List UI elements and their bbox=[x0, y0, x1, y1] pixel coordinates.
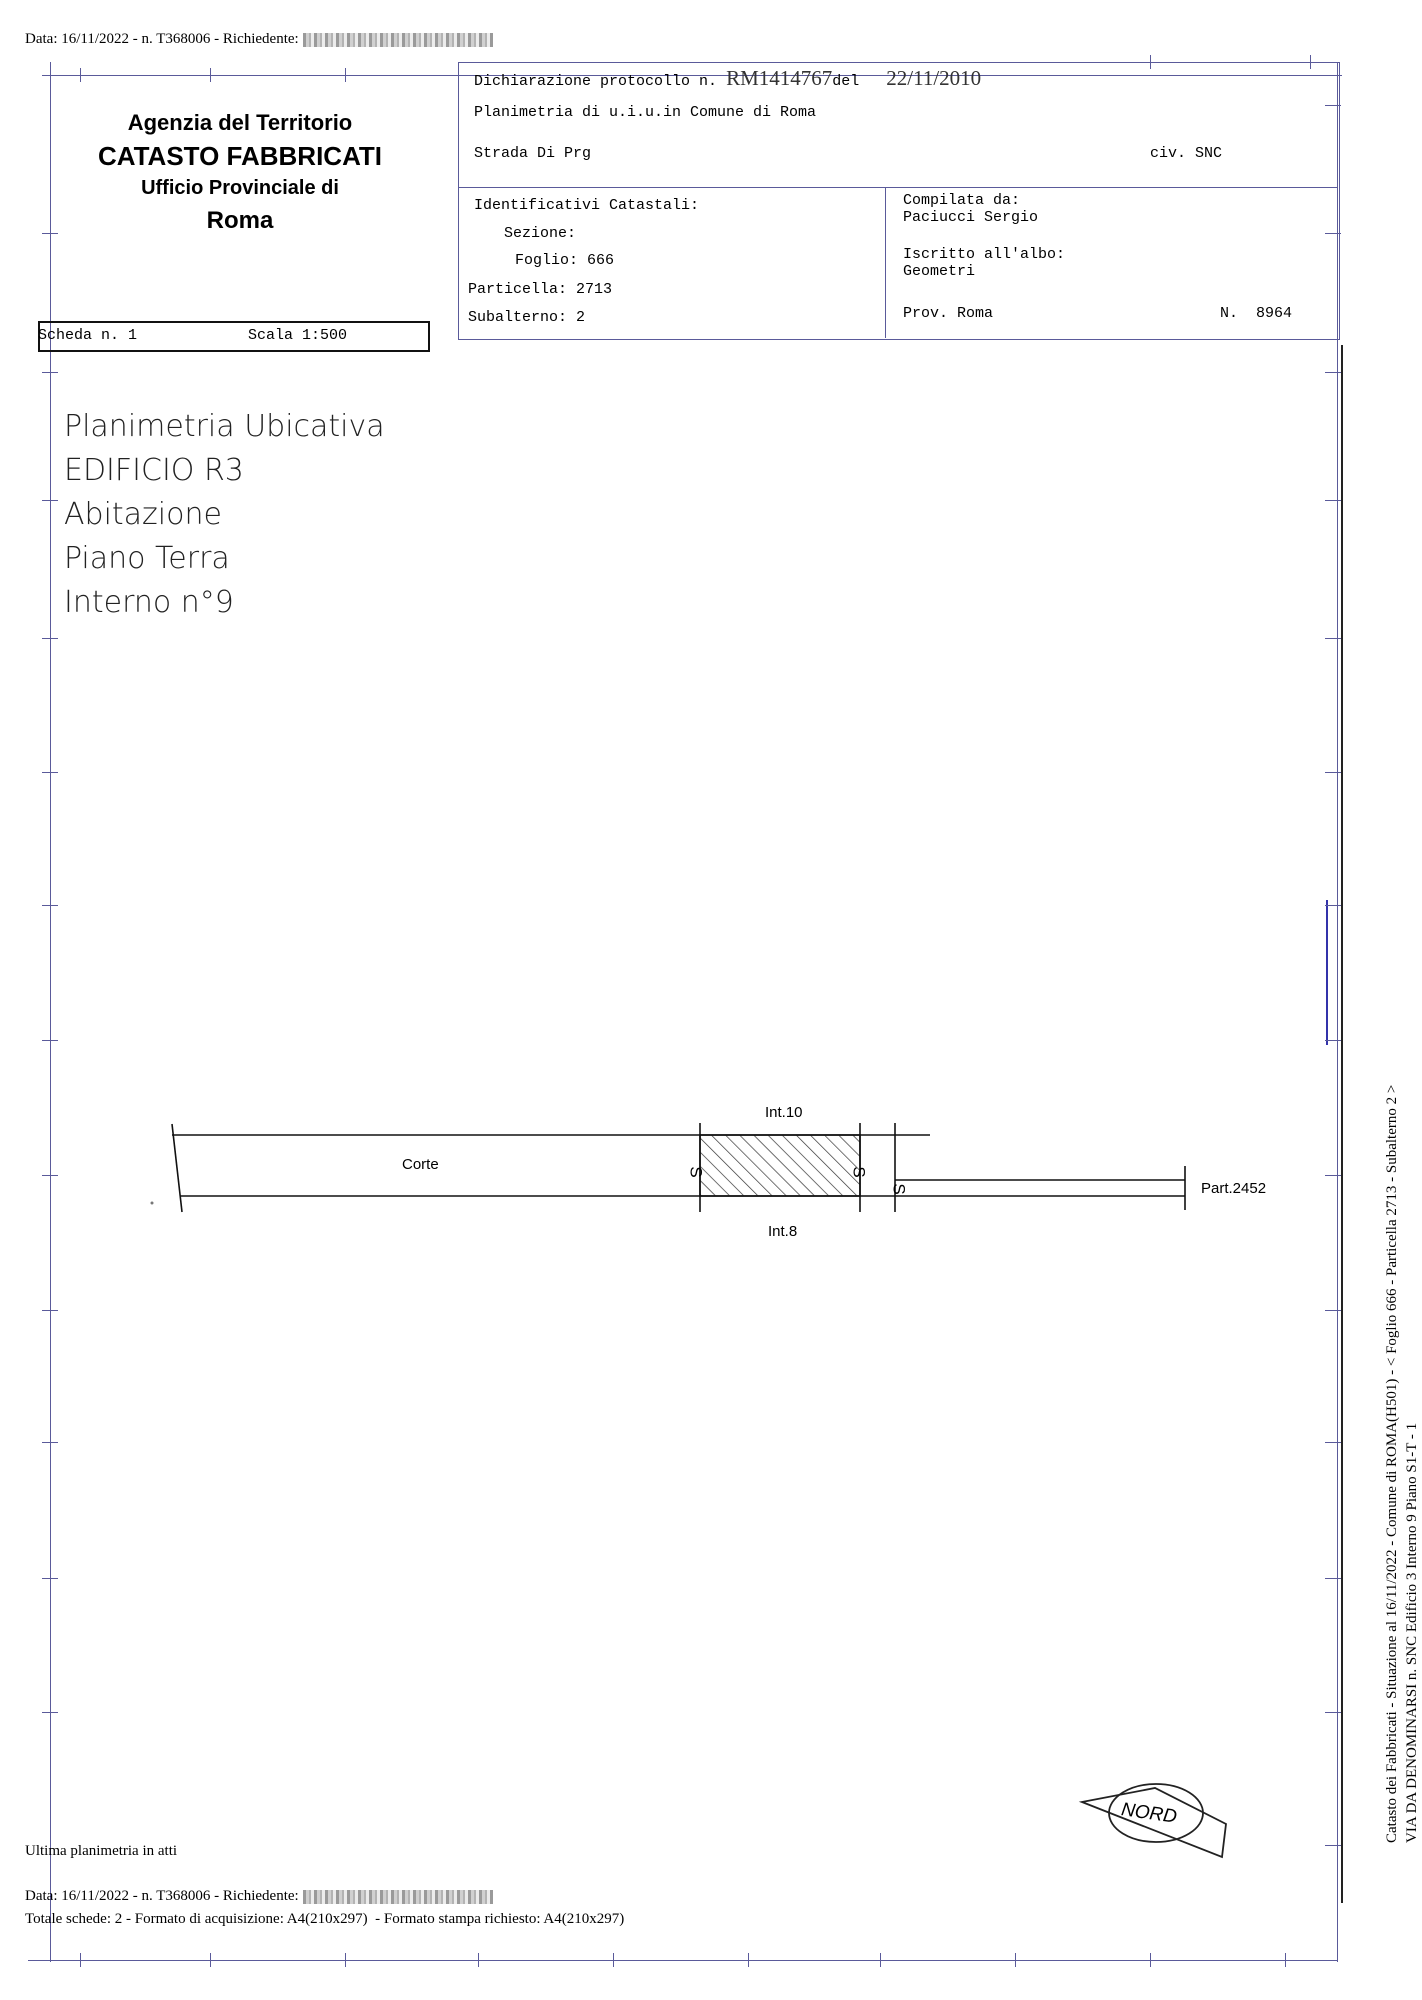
frame-tick bbox=[1150, 55, 1151, 69]
office-ufficio: Ufficio Provinciale di bbox=[141, 177, 339, 199]
identifiers-particella: Particella: 2713 bbox=[468, 281, 613, 298]
frame-tick bbox=[1325, 1578, 1341, 1579]
frame-tick bbox=[80, 1953, 81, 1967]
scheda-scale: Scala 1:500 bbox=[248, 327, 348, 344]
frame-tick bbox=[1325, 772, 1341, 773]
office-catasto: CATASTO FABBRICATI bbox=[97, 141, 383, 171]
plan-dot bbox=[151, 1202, 154, 1205]
label-int10: Int.10 bbox=[765, 1104, 803, 1121]
frame-tick bbox=[748, 1953, 749, 1967]
frame-tick bbox=[613, 1953, 614, 1967]
frame-tick bbox=[1325, 638, 1341, 639]
frame-tick bbox=[1325, 1175, 1341, 1176]
frame-tick bbox=[42, 772, 58, 773]
declaration-del: del bbox=[832, 73, 860, 90]
frame-tick bbox=[1325, 105, 1341, 106]
frame-tick bbox=[1150, 1953, 1151, 1967]
footer-ultima: Ultima planimetria in atti bbox=[25, 1843, 178, 1859]
footer-data-text: Data: 16/11/2022 - n. T368006 - Richiedente: bbox=[25, 1888, 299, 1904]
hatched-unit bbox=[700, 1135, 860, 1196]
frame-tick bbox=[478, 1953, 479, 1967]
frame-tick bbox=[42, 638, 58, 639]
frame-tick bbox=[1015, 1953, 1016, 1967]
frame-tick bbox=[1325, 905, 1341, 906]
compiler-name: Paciucci Sergio bbox=[903, 209, 1039, 226]
compiler-province: Prov. Roma bbox=[903, 305, 994, 322]
planimetria-line: Planimetria di u.i.u.in Comune di Roma bbox=[474, 104, 817, 121]
frame-tick bbox=[42, 500, 58, 501]
label-part: Part.2452 bbox=[1201, 1180, 1267, 1197]
description-line-4: Piano Terra bbox=[64, 541, 230, 576]
frame-tick bbox=[1325, 1442, 1341, 1443]
albo-value: Geometri bbox=[903, 263, 976, 280]
frame-tick bbox=[42, 1040, 58, 1041]
compass-label: NORD bbox=[1119, 1799, 1179, 1828]
frame-tick bbox=[1325, 1845, 1341, 1846]
label-int8: Int.8 bbox=[768, 1223, 798, 1240]
frame-tick bbox=[1325, 500, 1341, 501]
frame-tick bbox=[880, 1953, 881, 1967]
compiler-label: Compilata da: bbox=[903, 192, 1021, 209]
side-text-line-2: VIA DA DENOMINARSI n. SNC Edificio 3 Interno 9 Piano S1-T - 1 bbox=[1404, 1422, 1420, 1843]
s-mark-3: S bbox=[889, 1183, 909, 1195]
frame-tick bbox=[42, 905, 58, 906]
office-city: Roma bbox=[206, 207, 274, 234]
frame-tick bbox=[1325, 233, 1341, 234]
declaration-label: Dichiarazione protocollo n. bbox=[474, 73, 718, 90]
declaration-date: 22/11/2010 bbox=[886, 66, 982, 90]
footer-totale: Totale schede: 2 - Formato di acquisizione: A4(210x297) - Formato stampa richiesto: A4(210x297) bbox=[25, 1911, 625, 1927]
frame-tick bbox=[42, 1442, 58, 1443]
corte-left-edge bbox=[172, 1124, 182, 1212]
albo-label: Iscritto all'albo: bbox=[903, 246, 1066, 263]
frame-tick bbox=[345, 1953, 346, 1967]
frame-tick bbox=[1325, 372, 1341, 373]
street-line: Strada Di Prg bbox=[474, 145, 592, 162]
side-text-block bbox=[1382, 843, 1422, 1843]
office-agency: Agenzia del Territorio bbox=[127, 110, 353, 135]
top-request-text: Data: 16/11/2022 - n. T368006 - Richiedente: bbox=[25, 31, 299, 47]
frame-tick bbox=[345, 68, 346, 82]
frame-tick bbox=[1310, 55, 1311, 69]
frame-tick bbox=[1325, 1310, 1341, 1311]
redacted-requester-footer bbox=[303, 1890, 493, 1904]
footer-data-line bbox=[25, 1888, 493, 1905]
identifiers-sezione: Sezione: bbox=[504, 225, 577, 242]
identifiers-foglio: Foglio: 666 bbox=[515, 252, 615, 269]
frame-tick bbox=[42, 1310, 58, 1311]
s-mark-1: S bbox=[686, 1166, 706, 1178]
description-line-5: Interno n°9 bbox=[64, 585, 234, 620]
frame-tick bbox=[42, 1175, 58, 1176]
identifiers-title: Identificativi Catastali: bbox=[474, 197, 700, 214]
scheda-label: Scheda n. 1 bbox=[38, 327, 138, 344]
declaration-number: RM1414767 bbox=[726, 66, 833, 90]
frame-tick bbox=[1325, 1712, 1341, 1713]
s-mark-2: S bbox=[849, 1166, 869, 1178]
frame-tick bbox=[80, 68, 81, 82]
frame-tick bbox=[42, 1712, 58, 1713]
civic-number: civ. SNC bbox=[1150, 145, 1223, 162]
description-line-1: Planimetria Ubicativa bbox=[64, 409, 385, 444]
frame-tick bbox=[210, 68, 211, 82]
description-line-2: EDIFICIO R3 bbox=[64, 453, 244, 488]
side-text-line-1: Catasto dei Fabbricati - Situazione al 16/11/2022 - Comune di ROMA(H501) - < Foglio 666 - Particella 2713 - Subalterno 2 > bbox=[1384, 1084, 1400, 1843]
label-corte: Corte bbox=[402, 1156, 439, 1173]
frame-tick bbox=[1285, 1953, 1286, 1967]
frame-tick bbox=[42, 372, 58, 373]
frame-tick bbox=[210, 1953, 211, 1967]
compiler-number: N. 8964 bbox=[1220, 305, 1293, 322]
frame-tick bbox=[42, 1578, 58, 1579]
identifiers-subalterno: Subalterno: 2 bbox=[468, 309, 586, 326]
description-line-3: Abitazione bbox=[64, 497, 222, 532]
frame-tick bbox=[42, 233, 58, 234]
frame-tick bbox=[1325, 1040, 1341, 1041]
